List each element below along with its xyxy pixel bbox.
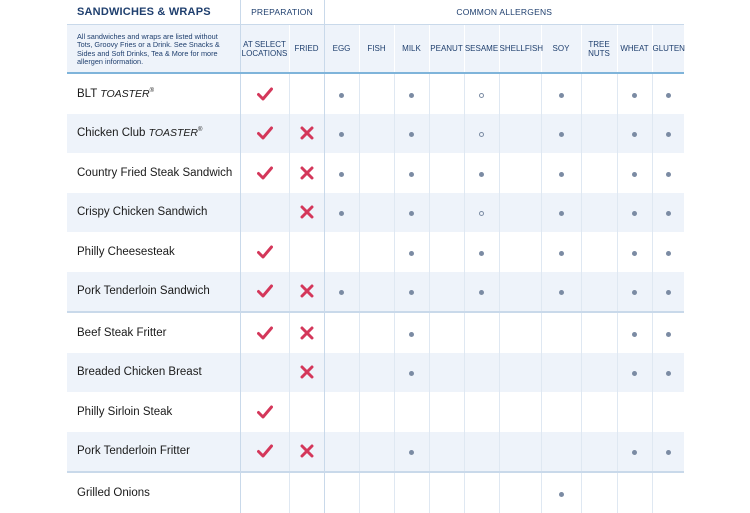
allergen-soy-contains-dot-icon	[541, 232, 581, 272]
allergen-tree-nuts-cell	[581, 153, 617, 193]
menu-item-name: Philly Cheesesteak	[77, 245, 175, 258]
allergen-egg-contains-dot-icon	[324, 114, 359, 154]
fried-cross-icon	[289, 193, 324, 233]
allergen-peanut-cell	[429, 153, 464, 193]
allergen-peanut-cell	[429, 272, 464, 313]
allergen-milk-contains-dot-icon	[394, 312, 429, 353]
column-header-fried: FRIED	[289, 25, 324, 74]
menu-item-name: Pork Tenderloin Fritter	[67, 432, 240, 473]
menu-item-row	[67, 353, 684, 393]
allergen-soy-cell	[541, 312, 581, 353]
column-header-peanut: PEANUT	[429, 25, 464, 74]
fried-cross-icon	[289, 312, 324, 353]
allergen-peanut-cell	[429, 392, 464, 432]
allergen-egg-cell	[324, 392, 359, 432]
section-header-row	[67, 0, 684, 25]
menu-item-name: Philly Sirloin Steak	[77, 405, 173, 418]
allergen-peanut-cell	[429, 114, 464, 154]
allergen-sesame-cell	[464, 472, 499, 513]
section-title: SANDWICHES & WRAPS	[67, 0, 240, 25]
menu-item-row	[67, 432, 684, 473]
allergen-gluten-contains-dot-icon	[652, 73, 684, 114]
allergen-shellfish-cell	[499, 193, 541, 233]
allergen-wheat-contains-dot-icon	[617, 353, 652, 393]
allergen-fish-cell	[359, 232, 394, 272]
allergen-milk-contains-dot-icon	[394, 114, 429, 154]
allergen-gluten-contains-dot-icon	[652, 232, 684, 272]
allergen-gluten-contains-dot-icon	[652, 312, 684, 353]
menu-item-row	[67, 193, 684, 233]
allergen-fish-cell	[359, 432, 394, 473]
column-header-tree-nuts: TREE NUTS	[581, 25, 617, 74]
allergen-egg-contains-dot-icon	[324, 153, 359, 193]
allergen-soy-contains-dot-icon	[541, 73, 581, 114]
select-locations-check-icon	[240, 432, 289, 473]
allergens-group-header: COMMON ALLERGENS	[324, 0, 684, 25]
allergen-egg-contains-dot-icon	[324, 193, 359, 233]
allergen-milk-contains-dot-icon	[394, 73, 429, 114]
allergen-peanut-cell	[429, 73, 464, 114]
allergen-wheat-contains-dot-icon	[617, 193, 652, 233]
column-header-soy: SOY	[541, 25, 581, 74]
allergen-gluten-contains-dot-icon	[652, 193, 684, 233]
allergen-shellfish-cell	[499, 392, 541, 432]
allergen-soy-cell	[541, 353, 581, 393]
allergen-soy-contains-dot-icon	[541, 153, 581, 193]
menu-item-name: Pork Tenderloin Sandwich	[67, 272, 240, 313]
allergen-sesame-cell	[464, 312, 499, 353]
allergen-tree-nuts-cell	[581, 272, 617, 313]
allergen-soy-cell	[541, 392, 581, 432]
allergen-wheat-cell	[617, 472, 652, 513]
allergen-milk-cell	[394, 472, 429, 513]
allergen-soy-contains-dot-icon	[541, 472, 581, 513]
allergen-tree-nuts-cell	[581, 73, 617, 114]
select-locations-check-icon	[240, 312, 289, 353]
allergen-soy-cell	[541, 432, 581, 473]
select-locations-cell	[240, 193, 289, 233]
allergen-wheat-contains-dot-icon	[617, 153, 652, 193]
column-header-gluten: GLUTEN	[652, 25, 684, 74]
allergen-shellfish-cell	[499, 432, 541, 473]
allergen-fish-cell	[359, 272, 394, 313]
allergen-gluten-contains-dot-icon	[652, 353, 684, 393]
fried-cell	[289, 73, 324, 114]
column-header-egg: EGG	[324, 25, 359, 74]
select-locations-check-icon	[240, 232, 289, 272]
fried-cell	[289, 232, 324, 272]
allergen-fish-cell	[359, 193, 394, 233]
allergen-shellfish-cell	[499, 312, 541, 353]
allergen-egg-contains-dot-icon	[324, 73, 359, 114]
menu-item-name: Country Fried Steak Sandwich	[77, 166, 233, 179]
preparation-group-header: PREPARATION	[240, 0, 324, 25]
column-header-row	[67, 25, 684, 74]
allergen-soy-contains-dot-icon	[541, 114, 581, 154]
allergen-table-sheet	[67, 0, 684, 513]
select-locations-check-icon	[240, 153, 289, 193]
fried-cross-icon	[289, 114, 324, 154]
allergen-tree-nuts-cell	[581, 114, 617, 154]
select-locations-check-icon	[240, 73, 289, 114]
allergen-table	[67, 0, 684, 513]
menu-item-name: Beef Steak Fritter	[67, 312, 240, 353]
allergen-shellfish-cell	[499, 73, 541, 114]
allergen-tree-nuts-cell	[581, 232, 617, 272]
allergen-tree-nuts-cell	[581, 392, 617, 432]
allergen-fish-cell	[359, 353, 394, 393]
menu-item-row	[67, 153, 684, 193]
allergen-egg-cell	[324, 312, 359, 353]
menu-item-row	[67, 73, 684, 114]
allergen-sesame-cell	[464, 353, 499, 393]
allergen-tree-nuts-cell	[581, 312, 617, 353]
allergen-peanut-cell	[429, 312, 464, 353]
allergen-milk-contains-dot-icon	[394, 432, 429, 473]
fried-cross-icon	[289, 272, 324, 313]
allergen-sesame-may-contain-ring-icon	[464, 114, 499, 154]
fried-cell	[289, 472, 324, 513]
allergen-egg-cell	[324, 353, 359, 393]
select-locations-cell	[240, 353, 289, 393]
select-locations-check-icon	[240, 392, 289, 432]
allergen-wheat-contains-dot-icon	[617, 312, 652, 353]
menu-rows	[67, 73, 684, 513]
select-locations-check-icon	[240, 272, 289, 313]
allergen-fish-cell	[359, 114, 394, 154]
allergen-shellfish-cell	[499, 232, 541, 272]
allergen-milk-contains-dot-icon	[394, 353, 429, 393]
allergen-shellfish-cell	[499, 472, 541, 513]
fried-cross-icon	[289, 153, 324, 193]
allergen-egg-contains-dot-icon	[324, 272, 359, 313]
allergen-tree-nuts-cell	[581, 353, 617, 393]
allergen-fish-cell	[359, 472, 394, 513]
menu-item-name: Breaded Chicken Breast	[67, 353, 240, 393]
allergen-shellfish-cell	[499, 114, 541, 154]
menu-item-row	[67, 392, 684, 432]
menu-item-row	[67, 232, 684, 272]
column-header-fish: FISH	[359, 25, 394, 74]
allergen-shellfish-cell	[499, 153, 541, 193]
allergen-shellfish-cell	[499, 272, 541, 313]
allergen-sesame-may-contain-ring-icon	[464, 73, 499, 114]
allergen-sesame-may-contain-ring-icon	[464, 193, 499, 233]
allergen-gluten-cell	[652, 472, 684, 513]
allergen-egg-cell	[324, 432, 359, 473]
allergen-milk-contains-dot-icon	[394, 272, 429, 313]
menu-item-name: Grilled Onions	[67, 472, 240, 513]
menu-item-name: Chicken Club TOASTER®	[67, 114, 240, 154]
allergen-gluten-contains-dot-icon	[652, 153, 684, 193]
allergen-gluten-contains-dot-icon	[652, 114, 684, 154]
allergen-egg-cell	[324, 232, 359, 272]
select-locations-check-icon	[240, 114, 289, 154]
column-header-at-select-locations: AT SELECT LOCATIONS	[240, 25, 289, 74]
fried-cell	[289, 392, 324, 432]
column-header-milk: MILK	[394, 25, 429, 74]
select-locations-cell	[240, 472, 289, 513]
allergen-gluten-contains-dot-icon	[652, 432, 684, 473]
allergen-fish-cell	[359, 312, 394, 353]
allergen-milk-cell	[394, 392, 429, 432]
allergen-tree-nuts-cell	[581, 472, 617, 513]
allergen-wheat-contains-dot-icon	[617, 114, 652, 154]
menu-item-row	[67, 114, 684, 154]
allergen-fish-cell	[359, 153, 394, 193]
fried-cross-icon	[289, 432, 324, 473]
allergen-shellfish-cell	[499, 353, 541, 393]
allergen-wheat-contains-dot-icon	[617, 73, 652, 114]
allergen-gluten-contains-dot-icon	[652, 272, 684, 313]
allergen-fish-cell	[359, 392, 394, 432]
menu-item-name: BLT TOASTER®	[77, 87, 155, 100]
allergen-milk-contains-dot-icon	[394, 153, 429, 193]
section-note: All sandwiches and wraps are listed without Tots, Groovy Fries or a Drink. See Snacks & Sides and Soft Drinks, Tea & More for more allergen information.	[67, 25, 240, 74]
allergen-peanut-cell	[429, 232, 464, 272]
column-header-sesame: SESAME	[464, 25, 499, 74]
allergen-sesame-contains-dot-icon	[464, 153, 499, 193]
allergen-sesame-cell	[464, 432, 499, 473]
allergen-sesame-cell	[464, 392, 499, 432]
allergen-gluten-cell	[652, 392, 684, 432]
allergen-sesame-contains-dot-icon	[464, 272, 499, 313]
allergen-soy-contains-dot-icon	[541, 272, 581, 313]
allergen-fish-cell	[359, 73, 394, 114]
allergen-tree-nuts-cell	[581, 193, 617, 233]
allergen-wheat-contains-dot-icon	[617, 432, 652, 473]
allergen-wheat-contains-dot-icon	[617, 272, 652, 313]
allergen-peanut-cell	[429, 353, 464, 393]
allergen-egg-cell	[324, 472, 359, 513]
allergen-peanut-cell	[429, 193, 464, 233]
allergen-milk-contains-dot-icon	[394, 232, 429, 272]
menu-item-row	[67, 472, 684, 513]
allergen-wheat-cell	[617, 392, 652, 432]
menu-item-row	[67, 272, 684, 313]
allergen-soy-contains-dot-icon	[541, 193, 581, 233]
menu-item-row	[67, 312, 684, 353]
allergen-milk-contains-dot-icon	[394, 193, 429, 233]
column-header-wheat: WHEAT	[617, 25, 652, 74]
fried-cross-icon	[289, 353, 324, 393]
allergen-tree-nuts-cell	[581, 432, 617, 473]
allergen-peanut-cell	[429, 472, 464, 513]
column-header-shellfish: SHELLFISH	[499, 25, 541, 74]
allergen-peanut-cell	[429, 432, 464, 473]
allergen-sesame-contains-dot-icon	[464, 232, 499, 272]
allergen-wheat-contains-dot-icon	[617, 232, 652, 272]
menu-item-name: Crispy Chicken Sandwich	[67, 193, 240, 233]
